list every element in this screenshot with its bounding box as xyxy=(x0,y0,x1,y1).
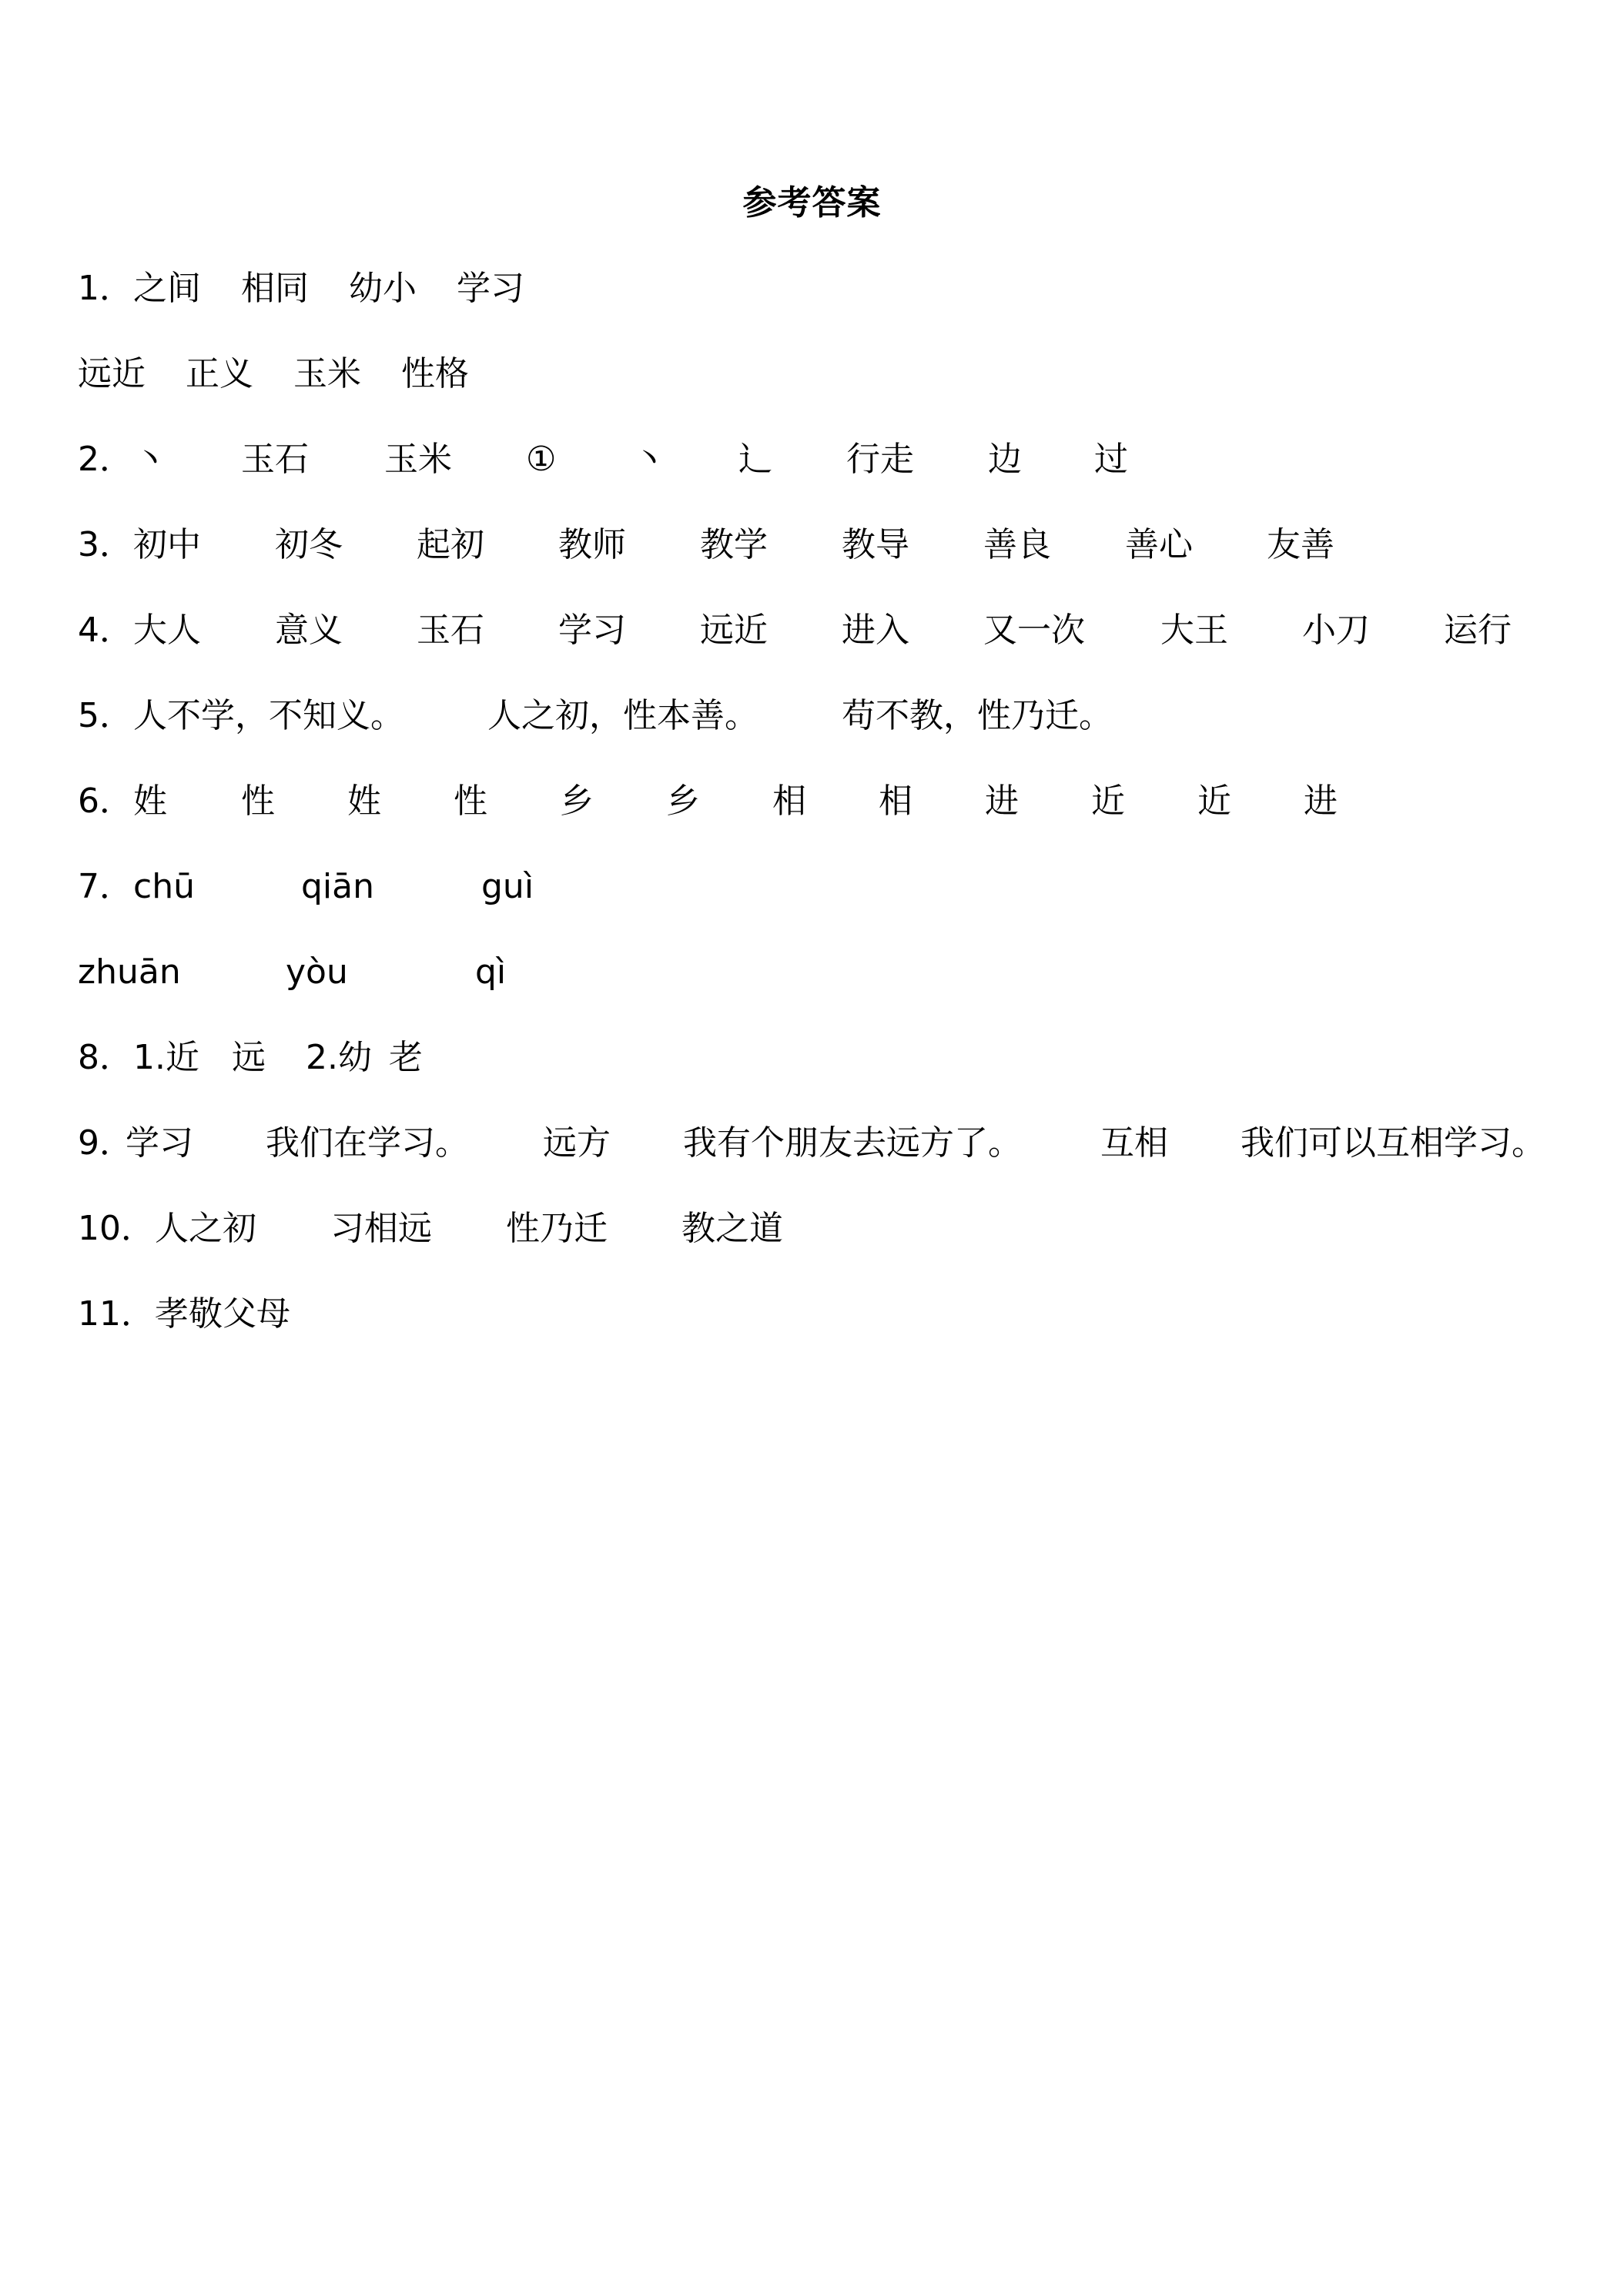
answer-11-item: 孝敬父母 xyxy=(155,1294,290,1334)
answer-8-item: 远 xyxy=(232,1038,266,1077)
answer-8-item: 2.幼 xyxy=(306,1038,372,1077)
answer-1-item: 学习 xyxy=(457,269,524,308)
answer-4-number: 4． xyxy=(78,611,133,650)
answer-1b-item: 性格 xyxy=(401,354,469,393)
answer-3-item: 善心 xyxy=(1125,525,1193,564)
answer-3-item: 初中 xyxy=(133,525,201,564)
answer-2-item: 过 xyxy=(1094,440,1128,479)
answer-8-item: 老 xyxy=(389,1038,423,1077)
answer-4-item: 大王 xyxy=(1160,611,1228,650)
answer-5-item: 苟不教，性乃迁。 xyxy=(842,696,1113,735)
answer-6-item: 姓 xyxy=(133,782,167,821)
answer-4-item: 进入 xyxy=(842,611,909,650)
answer-8-number: 8． xyxy=(78,1038,133,1077)
answer-3-item: 教导 xyxy=(842,525,909,564)
answer-9-number: 9． xyxy=(78,1123,133,1163)
answer-10-item: 教之道 xyxy=(681,1209,783,1248)
answer-10-number: 10． xyxy=(78,1209,155,1248)
answer-1-number: 1． xyxy=(78,269,133,308)
answer-7b-item: qì xyxy=(475,952,507,992)
answer-8-item: 1.近 xyxy=(133,1038,199,1077)
answer-4-item: 又一次 xyxy=(983,611,1085,650)
page-title: 参考答案 xyxy=(742,183,882,223)
answer-6-item: 近 xyxy=(1091,782,1125,821)
answer-2-item: 玉米 xyxy=(384,440,452,479)
answer-1-item: 相同 xyxy=(241,269,309,308)
answer-7-number: 7． xyxy=(78,867,133,906)
answer-7-item: qiān xyxy=(301,867,375,906)
answer-7-item: guì xyxy=(481,867,534,906)
answer-10-item: 习相远 xyxy=(330,1209,432,1248)
answer-2-item: 丶 xyxy=(632,440,666,479)
answer-6-item: 乡 xyxy=(560,782,594,821)
answer-6-number: 6． xyxy=(78,782,133,821)
answer-5-item: 人不学，不知义。 xyxy=(133,696,404,735)
answer-4-item: 玉石 xyxy=(417,611,484,650)
answer-3-item: 友善 xyxy=(1267,525,1334,564)
answer-1-item: 幼小 xyxy=(349,269,417,308)
answer-1b-item: 玉米 xyxy=(293,354,361,393)
answer-4-item: 小刀 xyxy=(1302,611,1370,650)
answer-2-item: 边 xyxy=(988,440,1022,479)
answer-2-item: 玉石 xyxy=(241,440,309,479)
answer-6-item: 性 xyxy=(454,782,487,821)
answer-3-number: 3． xyxy=(78,525,133,564)
answer-2-item: 辶 xyxy=(738,440,772,479)
answer-3-item: 善良 xyxy=(983,525,1051,564)
answer-4-item: 大人 xyxy=(133,611,201,650)
answer-2-number: 2． xyxy=(78,440,133,479)
answer-6-item: 相 xyxy=(772,782,806,821)
answer-6-item: 姓 xyxy=(347,782,381,821)
answer-4-item: 学习 xyxy=(558,611,626,650)
answer-9-item: 学习 xyxy=(126,1123,193,1163)
answer-6-item: 进 xyxy=(985,782,1019,821)
answer-4-item: 运行 xyxy=(1444,611,1512,650)
answer-6-item: 性 xyxy=(241,782,275,821)
answer-9-item: 我有个朋友去远方了。 xyxy=(683,1123,1022,1163)
answer-5-item: 人之初，性本善。 xyxy=(487,696,758,735)
answer-6-item: 近 xyxy=(1197,782,1231,821)
answer-9-item: 我们在学习。 xyxy=(266,1123,469,1163)
answer-9-item: 远方 xyxy=(543,1123,611,1163)
answer-5-number: 5． xyxy=(78,696,133,735)
answer-9-item: 互相 xyxy=(1100,1123,1168,1163)
answer-7b-item: zhuān xyxy=(78,952,181,992)
answer-1b-item: 正义 xyxy=(186,354,253,393)
answer-2-item: 丶 xyxy=(133,440,167,479)
answer-3-item: 初冬 xyxy=(275,525,343,564)
answer-3-item: 起初 xyxy=(417,525,484,564)
answer-1-item: 之间 xyxy=(133,269,201,308)
answer-9-item: 我们可以互相学习。 xyxy=(1241,1123,1545,1163)
answer-6-item: 进 xyxy=(1304,782,1338,821)
answer-2-item: 行走 xyxy=(846,440,914,479)
answer-4-item: 意义 xyxy=(275,611,343,650)
answer-6-item: 相 xyxy=(879,782,912,821)
answer-7b-item: yòu xyxy=(286,952,348,992)
answer-10-item: 性乃迁 xyxy=(506,1209,608,1248)
answer-3-item: 教学 xyxy=(700,525,768,564)
answer-4-item: 远近 xyxy=(700,611,768,650)
answer-1b-item: 远近 xyxy=(78,354,146,393)
answer-7-item: chū xyxy=(133,867,195,906)
answer-3-item: 教师 xyxy=(558,525,626,564)
answer-2-item: ① xyxy=(526,440,557,479)
answer-11-number: 11． xyxy=(78,1294,155,1334)
answer-6-item: 乡 xyxy=(666,782,700,821)
answer-10-item: 人之初 xyxy=(155,1209,256,1248)
